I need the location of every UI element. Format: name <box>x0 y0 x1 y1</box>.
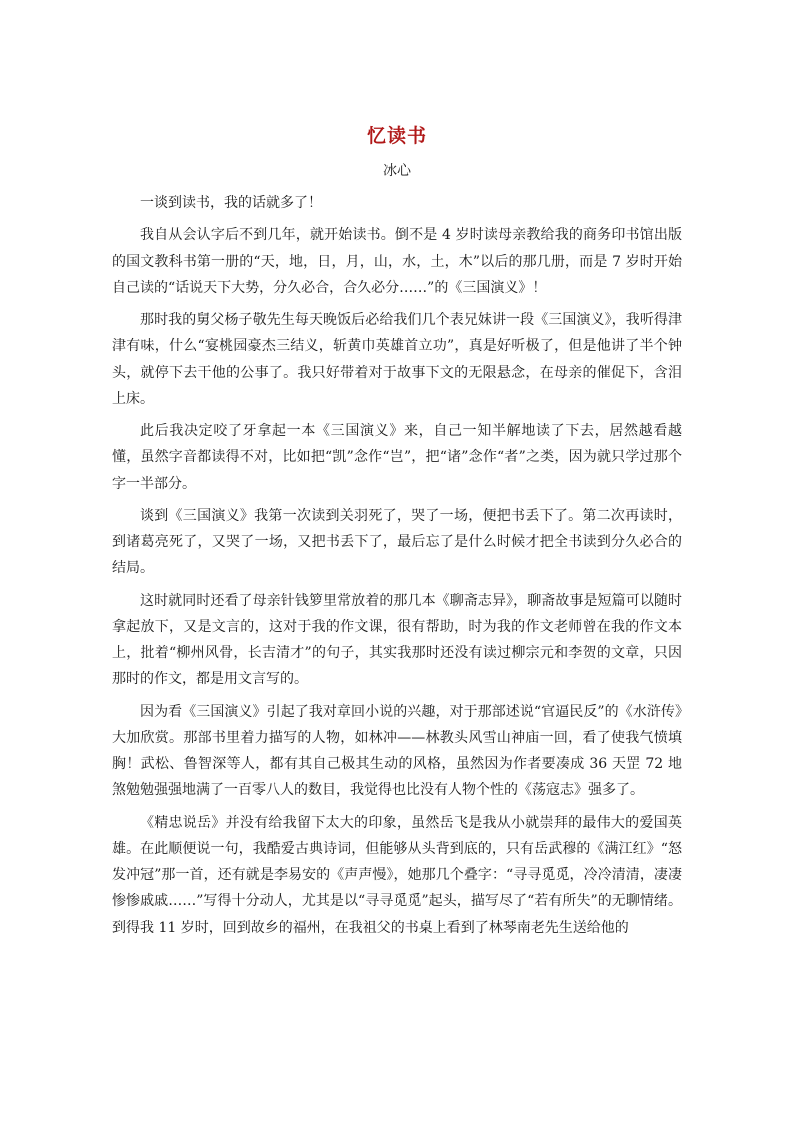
paragraph-3: 那时我的舅父杨子敬先生每天晚饭后必给我们几个表兄妹讲一段《三国演义》，我听得津津有味，什么“宴桃园豪杰三结义，斩黄巾英雄首立功”，真是好听极了，但是他讲了半个钟头，就停下去干他的公事了。我只好带着对于故事下文的无限悬念，在母亲的催促下，含泪上床。 <box>112 312 682 407</box>
paragraph-5: 谈到《三国演义》我第一次读到关羽死了，哭了一场，便把书丢下了。第二次再读时，到诸葛亮死了，又哭了一场，又把书丢下了，最后忘了是什么时候才把全书读到分久必合的结局。 <box>112 507 682 577</box>
paragraph-7: 因为看《三国演义》引起了我对章回小说的兴趣，对于那部述说“官逼民反”的《水浒传》大加欣赏。那部书里着力描写的人物，如林冲——林教头风雪山神庙一回，看了使我气愤填胸！武松、鲁智深等人，都有其自己极其生动的风格，虽然因为作者要凑成 36 天罡 72 地煞勉勉强强地满了一百零八人的数目，我觉得也比没有人物个性的《荡寇志》强多了。 <box>112 703 682 799</box>
document-page <box>112 118 682 947</box>
document-author: 冰心 <box>383 163 411 179</box>
paragraph-6: 这时就同时还看了母亲针钱箩里常放着的那几本《聊斋志异》，聊斋故事是短篇可以随时拿起放下，又是文言的，这对于我的作文课，很有帮助，时为我的作文老师曾在我的作文本上，批着“柳州风骨，长吉清才”的句子，其实我那时还没有读过柳宗元和李贺的文章，只因那时的作文，都是用文言写的。 <box>112 592 682 688</box>
paragraph-1: 一谈到读书，我的话就多了！ <box>140 195 322 211</box>
paragraph-2: 我自从会认字后不到几年，就开始读书。倒不是 4 岁时读母亲教给我的商务印书馆出版的国文教科书第一册的“天，地，日，月，山，水，土，木”以后的那几册，而是 7 岁时开始自己读的“话说天下大势，分久必合，合久必分……”的《三国演义》！ <box>112 227 682 296</box>
document-title: 忆读书 <box>366 125 427 147</box>
paragraph-8: 《精忠说岳》并没有给我留下太大的印象，虽然岳飞是我从小就崇拜的最伟大的爱国英雄。在此顺便说一句，我酷爱古典诗词，但能够从头背到底的，只有岳武穆的《满江红》“怒发冲冠”那一首，还有就是李易安的《声声慢》，她那几个叠字：“寻寻觅觅，冷冷清清，凄凄惨惨戚戚……”写得十分动人，尤其是以“寻寻觅觅”起头，描写尽了“若有所失”的无聊情绪。到得我 11 岁时，回到故乡的福州，在我祖父的书桌上看到了林琴南老先生送给他的 <box>112 814 682 936</box>
paragraph-4: 此后我决定咬了牙拿起一本《三国演义》来，自己一知半解地读了下去，居然越看越懂，虽然字音都读得不对，比如把“凯”念作“岂”，把“诸”念作“者”之类，因为就只学过那个字一半部分。 <box>112 423 682 492</box>
